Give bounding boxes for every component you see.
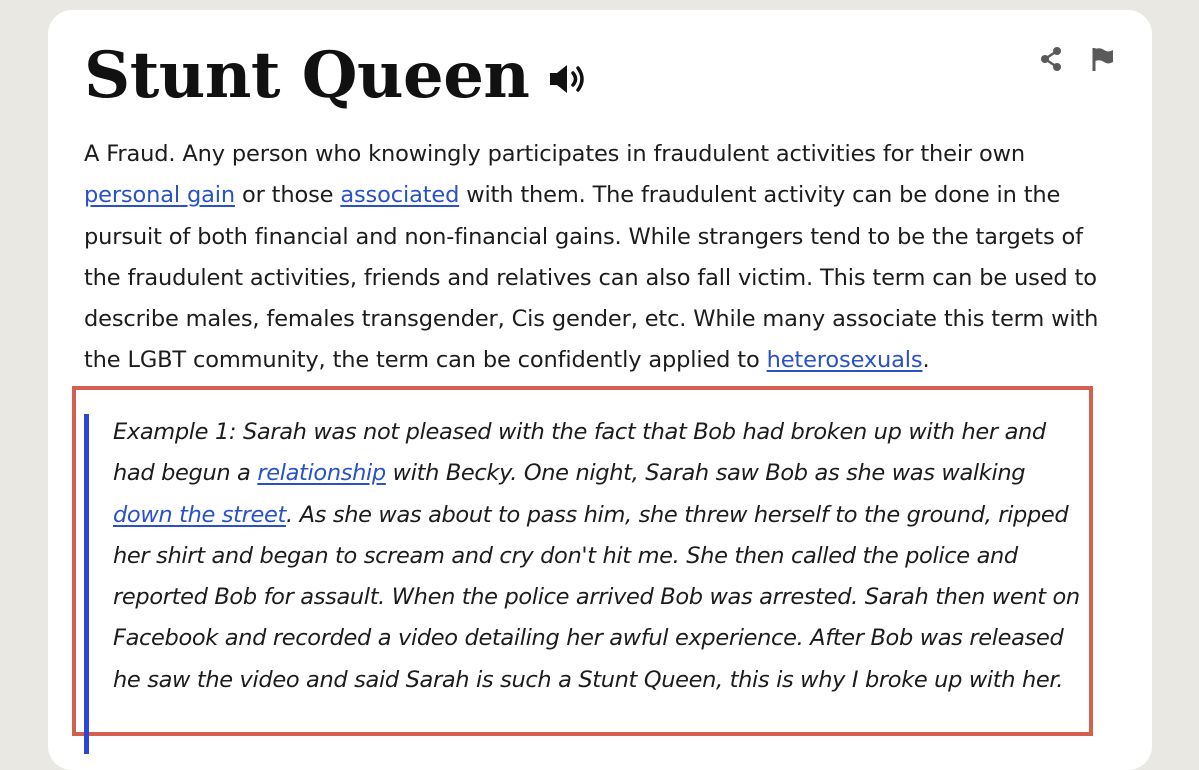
definition-part: . (922, 347, 930, 374)
quote-bar (84, 414, 89, 754)
link-personal-gain[interactable]: personal gain (84, 182, 235, 209)
definition-part: A Fraud. Any person who knowingly participates in fraudulent activities for their own (84, 141, 1025, 167)
link-heterosexuals[interactable]: heterosexuals (766, 347, 923, 374)
example-part: . As she was about to pass him, she threw herself to the ground, ripped her shirt and began to scream and cry don't hit me. She then called the police and reported Bob for assault. When the police arrived Bob was arrested. Sarah then went on Facebook and recorded a video detailing her awful experience. After Bob was released he saw the video and said Sarah is such a Stunt Queen, this is why I broke up with her. (113, 501, 1080, 693)
word-title: Stunt Queen (84, 38, 530, 113)
example-text (113, 412, 1083, 701)
entry-actions (1038, 46, 1116, 72)
definition-part: or those (234, 182, 341, 209)
example-part: Example 1: Sarah was not pleased with the fact that Bob had broken up with her and had begun a (113, 419, 1046, 487)
example-part: with Becky. One night, Sarah saw Bob as she was walking (385, 460, 1026, 487)
flag-icon[interactable] (1090, 46, 1116, 72)
definition-part: with them. The fraudulent activity can be done in the pursuit of both financial and non-financial gains. While strangers tend to be the targets of the fraudulent activities, friends and relatives can also fall victim. This term can be used to describe males, females transgender, Cis gender, etc. While many associate this term with the LGBT community, the term can be confidently applied to (84, 182, 1099, 374)
speaker-icon[interactable] (549, 62, 589, 96)
title-row (84, 36, 589, 116)
link-associated[interactable]: associated (340, 182, 460, 209)
definition-text (84, 134, 1124, 382)
share-icon[interactable] (1038, 46, 1064, 72)
link-down-the-street[interactable]: down the street (113, 501, 286, 528)
link-relationship[interactable]: relationship (257, 460, 386, 487)
